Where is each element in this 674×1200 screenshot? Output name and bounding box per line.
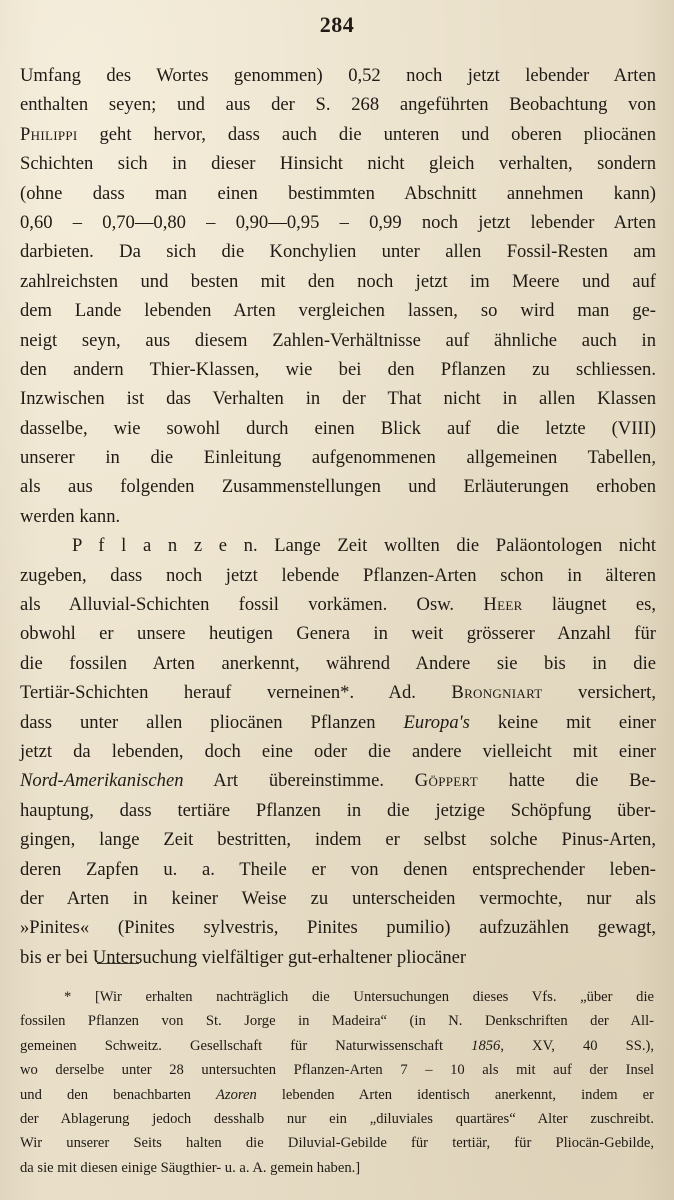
text-line: Umfang des Wortes genommen) 0,52 noch jetzt lebender Arten [20,65,656,86]
text-line: dass unter allen pliocänen Pflanzen Europa's keine mit einer [20,711,656,733]
italic-term: Azoren [215,1086,257,1103]
text-line: neigt seyn, aus diesem Zahlen-Verhältnisse auf ähnliche auch in [20,329,656,351]
text-line: enthalten seyen; und aus der S. 268 angeführten Beobachtung von [20,94,656,116]
text-line: P f l a n z e n. Lange Zeit wollten die Paläontologen nicht [72,535,656,557]
footnote-line: der Ablagerung jedoch desshalb nur ein „diluviales quartäres“ Alter zuschreibt. [20,1110,654,1127]
text-line: zugeben, dass noch jetzt lebende Pflanzen-Arten schon in älteren [20,564,656,586]
text-line: dem Lande lebenden Arten vergleichen lassen, so wird man ge- [20,300,656,322]
text-line: werden kann. [20,505,121,527]
text-line: Inzwischen ist das Verhalten in der That nicht in allen Klassen [20,388,656,410]
italic-term: Europa's [403,711,470,733]
text-line: (ohne dass man einen bestimmten Abschnitt annehmen kann) [20,182,656,204]
text-line: den andern Thier-Klassen, wie bei den Pflanzen zu schliessen. [20,358,656,380]
text-line: »Pinites« (Pinites sylvestris, Pinites pumilio) aufzuzählen gewagt, [20,917,656,939]
text-line: gingen, lange Zeit bestritten, indem er selbst solche Pinus-Arten, [20,829,656,851]
text-line: Nord-Amerikanischen Art übereinstimme. Göppert hatte die Be- [20,770,656,792]
footnote [20,985,654,1180]
text-line: der Arten in keiner Weise zu unterscheiden vermochte, nur als [20,887,656,909]
text-line: dasselbe, wie sowohl durch einen Blick auf die letzte (VIII) [20,417,656,439]
text-line: Schichten sich in dieser Hinsicht nicht gleich verhalten, sondern [20,153,656,175]
text-line: als aus folgenden Zusammenstellungen und Erläuterungen erhoben [20,476,656,498]
text-line: die fossilen Arten anerkennt, während Andere sie bis in die [20,652,656,674]
footnote-separator [97,963,139,964]
footnote-line: wo derselbe unter 28 untersuchten Pflanzen-Arten 7 – 10 als mit auf der Insel [20,1062,654,1079]
text-line: obwohl er unsere heutigen Genera in weit grösserer Anzahl für [20,623,656,645]
text-line: Philippi geht hervor, dass auch die unteren und oberen pliocänen [20,123,656,145]
author-name: Philippi [20,123,78,145]
text-line: unserer in die Einleitung aufgenommenen allgemeinen Tabellen, [20,447,656,469]
text-line: als Alluvial-Schichten fossil vorkämen. Osw. Heer läugnet es, [20,594,656,616]
author-name: Göppert [414,770,478,792]
italic-term: Nord-Amerikanischen [20,770,184,792]
text-line: bis er bei Untersuchung vielfältiger gut-erhaltener pliocäner [20,946,467,968]
footnote-line: gemeinen Schweitz. Gesellschaft für Naturwissenschaft 1856, XV, 40 SS.), [20,1037,654,1054]
text-line: 0,60 – 0,70—0,80 – 0,90—0,95 – 0,99 noch jetzt lebender Arten [20,211,656,233]
text-line: zahlreichsten und besten mit den noch jetzt im Meere und auf [20,270,656,292]
footnote-line: Wir unserer Seits halten die Diluvial-Gebilde für tertiär, für Pliocän-Gebilde, [20,1135,654,1152]
page-number: 284 [319,12,355,37]
footnote-line: da sie mit diesen einige Säugthier- u. a. A. gemein haben.] [20,1159,361,1176]
italic-term: 1856 [471,1037,501,1054]
text-line: hauptung, dass tertiäre Pflanzen in die jetzige Schöpfung über- [20,799,656,821]
footnote-line: und den benachbarten Azoren lebenden Arten identisch anerkennt, indem er [20,1086,654,1103]
author-name: Heer [483,594,523,616]
text-line: Tertiär-Schichten herauf verneinen*. Ad. Brongniart versichert, [20,682,656,704]
footnote-line: * [Wir erhalten nachträglich die Untersuchungen dieses Vfs. „über die [64,989,654,1005]
text-line: darbieten. Da sich die Konchylien unter allen Fossil-Resten am [20,241,656,263]
text-line: deren Zapfen u. a. Theile er von denen entsprechender leben- [20,858,656,880]
text-line: jetzt da lebenden, doch eine oder die andere vielleicht mit einer [20,740,656,762]
footnote-line: fossilen Pflanzen von St. Jorge in Madeira“ (in N. Denkschriften der All- [20,1013,654,1030]
author-name: Brongniart [451,682,543,704]
main-text [20,61,656,972]
